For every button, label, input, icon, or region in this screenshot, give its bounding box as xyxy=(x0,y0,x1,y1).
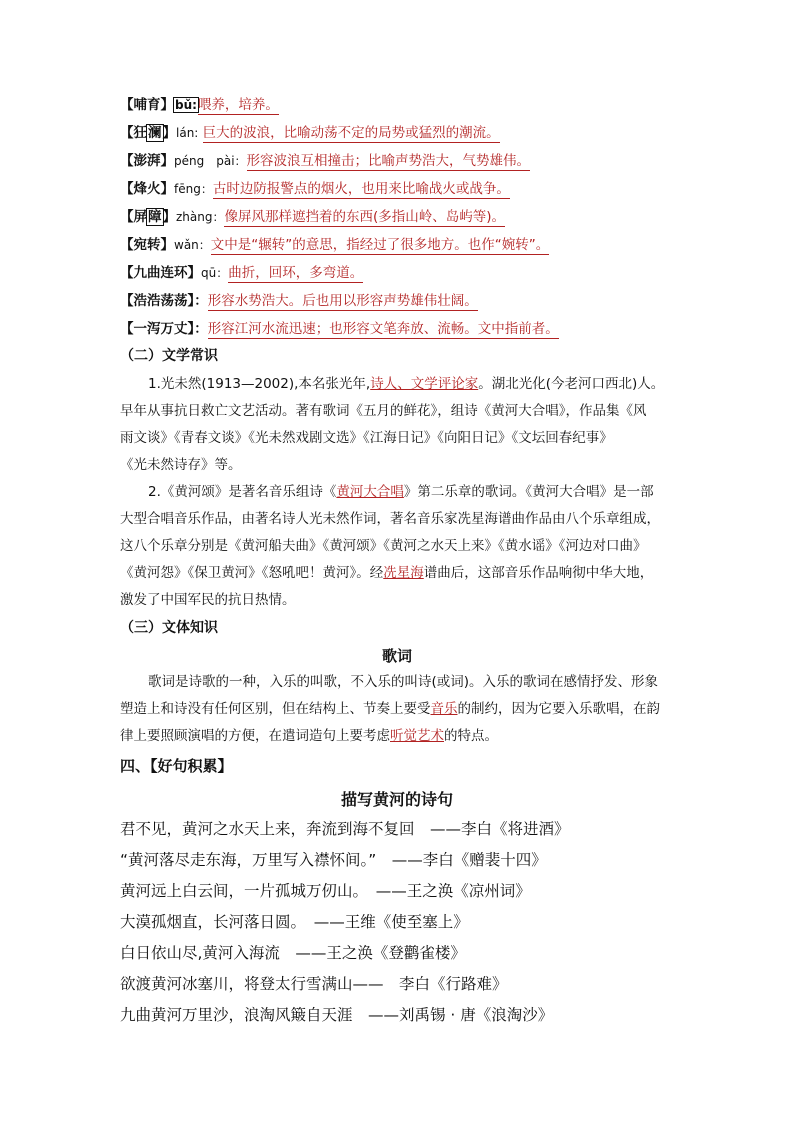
vocab-term: 【屏障】 xyxy=(120,209,176,225)
link-auditory-art[interactable]: 听觉艺术 xyxy=(390,728,444,744)
vocab-item-jiuqulianhuan xyxy=(120,264,363,282)
vocab-item-yixiewanzhang xyxy=(120,320,559,338)
poem-line: 君不见，黄河之水天上来，奔流到海不复回 ——李白《将进酒》 xyxy=(120,820,570,838)
paragraph-line: 早年从事抗日救亡文艺活动。著有歌词《五月的鲜花》，组诗《黄河大合唱》，作品集《风 xyxy=(120,403,647,419)
vocab-term: 【浩浩荡荡】： xyxy=(120,293,208,309)
poem-line: 白日依山尽,黄河入海流 ——王之涣《登鹳雀楼》 xyxy=(120,944,466,962)
link-xian-xinghai[interactable]: 冼星海 xyxy=(383,565,424,581)
vocab-item-haohaodangdang xyxy=(120,292,478,310)
vocab-pinyin: lán: xyxy=(176,126,199,140)
poem-line: 九曲黄河万里沙，浪淘风簸自天涯 ——刘禹锡 · 唐《浪淘沙》 xyxy=(120,1006,554,1024)
paragraph-line: 1.光未然(1913—2002),本名张光年,诗人、文学评论家。湖北光化(今老河口西北)人。 xyxy=(148,376,665,392)
link-poet-critic[interactable]: 诗人、文学评论家 xyxy=(370,376,479,392)
vocab-item-fenghuo xyxy=(120,180,510,198)
paragraph-line: 2.《黄河颂》是著名音乐组诗《黄河大合唱》第二乐章的歌词。《黄河大合唱》是一部 xyxy=(148,484,654,500)
poem-line: 欲渡黄河冰塞川，将登太行雪满山—— 李白《行路难》 xyxy=(120,975,508,993)
vocab-term: 【狂澜】 xyxy=(120,125,176,141)
paragraph-line: 激发了中国军民的抗日热情。 xyxy=(120,592,296,608)
paragraph-line: 律上要照顾演唱的方便，在遣词造句上要考虑听觉艺术的特点。 xyxy=(120,728,498,744)
vocab-item-pengpai xyxy=(120,152,530,170)
vocab-item-pingzhang xyxy=(120,208,505,226)
vocab-pinyin: wǎn： xyxy=(174,238,211,252)
vocab-definition: 形容水势浩大。后也用以形容声势雄伟壮阔。 xyxy=(207,293,478,309)
vocab-item-kuanglan xyxy=(120,124,500,142)
vocab-term: 【哺育】 xyxy=(120,97,174,113)
vocab-definition: 喂养，培养。 xyxy=(197,97,279,113)
vocab-definition: 形容波浪互相撞击；比喻声势浩大，气势雄伟。 xyxy=(246,153,531,169)
vocab-pinyin: zhàng： xyxy=(176,210,225,224)
paragraph-line: 塑造上和诗没有任何区别，但在结构上、节奏上要受音乐的制约，因为它要入乐歌唱，在韵 xyxy=(120,701,660,717)
paragraph-line: 这八个乐章分别是《黄河船夫曲》《黄河颂》《黄河之水天上来》《黄水谣》《河边对口曲》 xyxy=(120,538,647,554)
paragraph-line: 《光未然诗存》等。 xyxy=(120,457,242,473)
vocab-definition: 古时边防报警点的烟火，也用来比喻战火或战争。 xyxy=(212,181,510,197)
paragraph-line: 雨文谈》《青春文谈》《光未然戏剧文选》《江海日记》《向阳日记》《文坛回春纪事》 xyxy=(120,430,613,446)
vocab-pinyin: bǔ: xyxy=(175,98,197,112)
link-music[interactable]: 音乐 xyxy=(430,701,458,717)
paragraph-line: 大型合唱音乐作品，由著名诗人光未然作词，著名音乐家冼星海谱曲作品由八个乐章组成， xyxy=(120,511,660,527)
vocab-definition: 形容江河水流迅速；也形容文笔奔放、流畅。文中指前者。 xyxy=(207,321,559,337)
vocab-pinyin: péng pài： xyxy=(174,154,247,168)
vocab-term: 【烽火】 xyxy=(120,181,174,197)
vocab-definition: 巨大的波浪，比喻动荡不定的局势或猛烈的潮流。 xyxy=(202,125,500,141)
section-heading-good-sentences: 四、【好句积累】 xyxy=(120,757,233,775)
section-heading-genre: （三）文体知识 xyxy=(120,620,218,636)
vocab-term: 【宛转】 xyxy=(120,237,174,253)
section-title-poems: 描写黄河的诗句 xyxy=(340,790,453,809)
vocab-term: 【一泻万丈】： xyxy=(120,321,208,337)
vocab-definition: 曲折，回环，多弯道。 xyxy=(228,265,364,281)
poem-line: 黄河远上白云间，一片孤城万仞山。 ——王之涣《凉州词》 xyxy=(120,882,531,900)
vocab-pinyin: fēng： xyxy=(174,182,213,196)
vocab-definition: 文中是“辗转”的意思，指经过了很多地方。也作“婉转”。 xyxy=(210,237,550,253)
link-yellow-river-cantata[interactable]: 黄河大合唱 xyxy=(336,484,404,500)
vocab-item-buyu xyxy=(120,96,279,114)
poem-line: “黄河落尽走东海，万里写入襟怀间。” ——李白《赠裴十四》 xyxy=(120,851,547,869)
vocab-definition: 像屏风那样遮挡着的东西(多指山岭、岛屿等)。 xyxy=(224,209,506,225)
vocab-term: 【澎湃】 xyxy=(120,153,174,169)
section-heading-literature: （二）文学常识 xyxy=(120,348,218,364)
paragraph-line: 《黄河怨》《保卫黄河》《怒吼吧！黄河》。经冼星海谱曲后，这部音乐作品响彻中华大地， xyxy=(120,565,654,581)
vocab-item-wanzhuan xyxy=(120,236,549,254)
vocab-pinyin: qū： xyxy=(201,266,229,280)
paragraph-line: 歌词是诗歌的一种，入乐的叫歌，不入乐的叫诗(或词)。入乐的歌词在感情抒发、形象 xyxy=(148,674,659,690)
vocab-term: 【九曲连环】 xyxy=(120,265,201,281)
section-title-lyrics: 歌词 xyxy=(381,647,412,665)
poem-line: 大漠孤烟直，长河落日圆。 ——王维《使至塞上》 xyxy=(120,913,469,931)
